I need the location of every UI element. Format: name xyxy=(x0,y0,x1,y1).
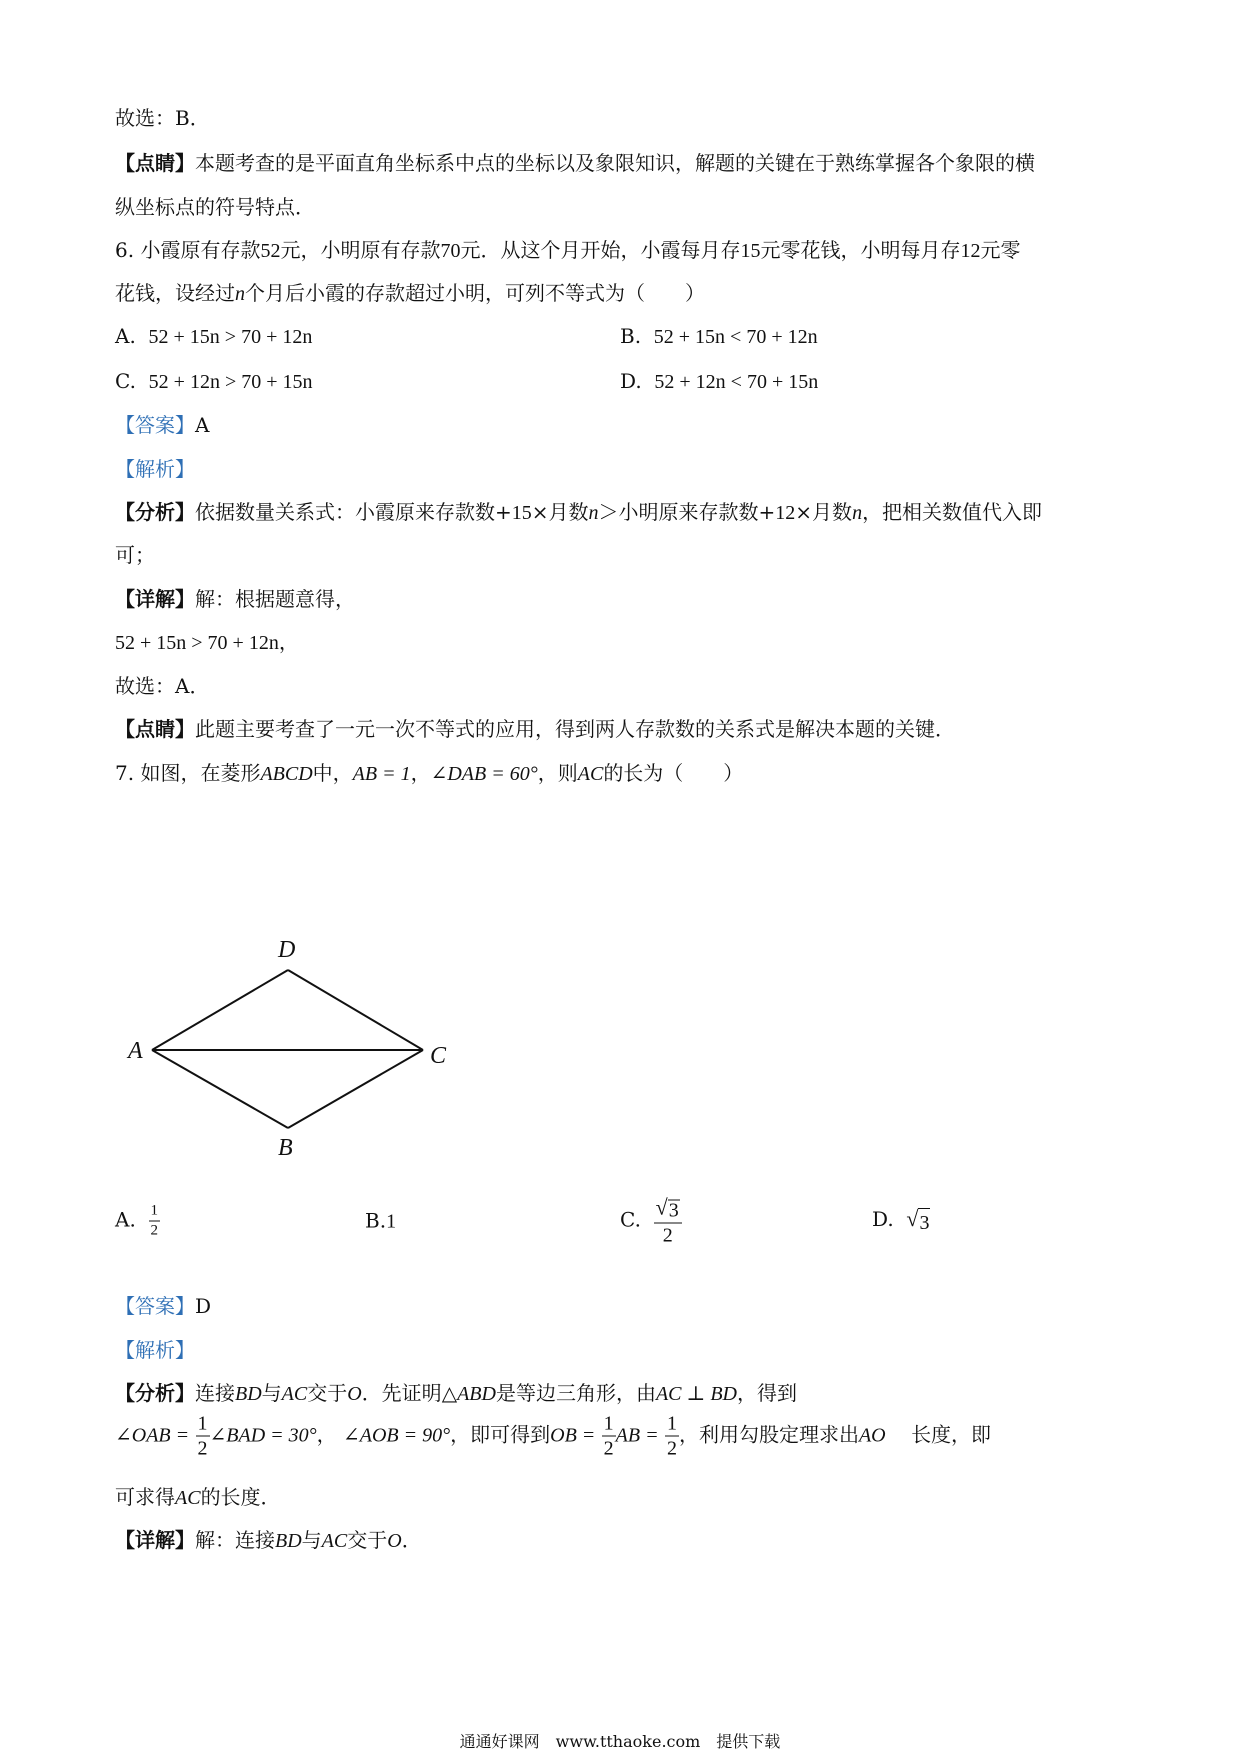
text-span: 元零花钱，小明每月存 xyxy=(760,238,961,262)
edge-BA xyxy=(152,1050,288,1128)
q6-analysis-tag: 【解析】 xyxy=(115,457,195,481)
text-span: 的长度． xyxy=(200,1485,281,1509)
rhombus-diagram xyxy=(120,935,460,1160)
text-span: 长度，即 xyxy=(911,1422,992,1447)
fraction xyxy=(149,1204,161,1239)
answer-value: D xyxy=(195,1294,212,1318)
option-label: D. xyxy=(872,1207,894,1231)
text-span: 交于 xyxy=(347,1528,388,1552)
q7-option-d xyxy=(872,1205,930,1237)
q7-stem xyxy=(115,759,743,788)
math-expr: ∠BAD = 30° xyxy=(209,1424,317,1447)
option-label: A. xyxy=(115,324,136,348)
variable: n xyxy=(235,283,245,305)
fraction xyxy=(654,1194,682,1247)
numerator xyxy=(654,1194,682,1224)
option-label: B. xyxy=(365,1208,387,1233)
option-label: B. xyxy=(620,324,642,348)
math-expr: AB = xyxy=(615,1424,659,1447)
q6-answer xyxy=(115,411,209,439)
q7-option-c xyxy=(620,1194,682,1247)
text-span: ， xyxy=(316,1422,337,1447)
text-span: ， xyxy=(278,630,299,654)
q6-option-b xyxy=(620,322,818,351)
q6-choice: 故选：A． xyxy=(115,674,210,698)
number: 15 xyxy=(511,502,532,524)
text-span: 解：根据题意得， xyxy=(195,587,355,611)
math-symbol: BD xyxy=(235,1383,262,1405)
q7-fenxi-line3 xyxy=(115,1483,281,1512)
q7-fenxi-line1 xyxy=(115,1379,797,1408)
denominator: 2 xyxy=(603,1437,614,1460)
radicand: 3 xyxy=(918,1208,930,1237)
q7-analysis-tag: 【解析】 xyxy=(115,1338,195,1362)
vertex-label-d: D xyxy=(278,937,296,963)
review-text: 本题考查的是平面直角坐标系中点的坐标以及象限知识，解题的关键在于熟练掌握各个象限的横 xyxy=(195,151,1035,175)
q7-option-b xyxy=(365,1207,396,1236)
text-span: 是等边三角形，由 xyxy=(495,1381,656,1405)
option-value: 1 xyxy=(386,1210,397,1233)
option-label: A. xyxy=(115,1207,136,1232)
text-span: 中， xyxy=(312,761,353,785)
text-span: ． xyxy=(401,1528,422,1552)
variable: n xyxy=(588,502,599,524)
numerator: 1 xyxy=(197,1412,208,1435)
option-expr: 52 + 12n < 70 + 15n xyxy=(654,371,819,393)
text-span: 花钱，设经过 xyxy=(115,281,235,305)
review-para-1-cont: 纵坐标点的符号特点． xyxy=(115,195,315,219)
review-tag: 【点睛】 xyxy=(115,151,195,175)
text-span: ， xyxy=(410,761,431,785)
answer-tag: 【答案】 xyxy=(115,413,195,437)
text-span: 解：连接 xyxy=(195,1528,275,1552)
text-span: 可求得 xyxy=(115,1485,175,1509)
denominator: 2 xyxy=(150,1222,159,1239)
text-span: 个月后小霞的存款超过小明，可列不等式为（ ） xyxy=(245,281,705,305)
option-expr: 52 + 15n < 70 + 12n xyxy=(653,326,818,348)
sqrt-icon: √ xyxy=(655,1194,668,1220)
answer-value: A xyxy=(195,413,210,437)
math-expr: AB = 1 xyxy=(352,763,411,785)
math-symbol: O xyxy=(347,1383,362,1405)
math-expr: OB = xyxy=(550,1424,596,1447)
text-span: ，得到 xyxy=(736,1381,797,1405)
variable: n xyxy=(852,502,863,524)
q6-stem-line2 xyxy=(115,279,705,308)
text-span: ．先证明 xyxy=(361,1381,442,1405)
text-span: 元零 xyxy=(980,238,1021,262)
radicand: 3 xyxy=(668,1199,679,1222)
numerator: 1 xyxy=(666,1412,677,1435)
math-symbol: AC xyxy=(175,1487,201,1509)
detail-tag: 【详解】 xyxy=(115,587,195,611)
text-span: ×月数 xyxy=(795,500,853,524)
sqrt xyxy=(906,1205,930,1237)
fraction xyxy=(665,1414,679,1459)
option-expr: 52 + 15n > 70 + 12n xyxy=(148,326,313,348)
number: 12 xyxy=(775,502,796,524)
q6-option-c xyxy=(115,367,313,396)
math-symbol: AC xyxy=(321,1530,348,1552)
answer-tag: 【答案】 xyxy=(115,1294,195,1318)
prev-choice: 故选：B． xyxy=(115,106,210,130)
text-span: 7. 如图，在菱形 xyxy=(115,761,261,785)
denominator: 2 xyxy=(197,1437,208,1460)
fraction xyxy=(602,1414,616,1459)
q7-fenxi-line2 xyxy=(115,1414,991,1459)
math-symbol: AC xyxy=(281,1383,308,1405)
sqrt xyxy=(655,1194,680,1222)
fenxi-tag: 【分析】 xyxy=(115,500,195,524)
vertex-label-a: A xyxy=(128,1038,143,1064)
math-expr: ∠DAB = 60° xyxy=(430,763,538,785)
math-symbol: BD xyxy=(275,1530,302,1552)
text-span: ×月数 xyxy=(531,500,589,524)
number: 52 xyxy=(260,240,281,262)
q7-answer xyxy=(115,1292,211,1320)
text-span: ，则 xyxy=(537,761,578,785)
number: 70 xyxy=(440,240,461,262)
math-symbol: AO xyxy=(858,1424,886,1447)
text-span: 与 xyxy=(301,1528,322,1552)
q6-detail xyxy=(115,585,355,613)
math-expr: AC ⊥ BD xyxy=(655,1383,737,1405)
q6-stem-line1 xyxy=(115,236,1020,265)
option-label: C. xyxy=(620,1207,641,1232)
fraction xyxy=(196,1414,210,1459)
text-span: ，把相关数值代入即 xyxy=(862,500,1043,524)
denominator: 2 xyxy=(662,1224,673,1247)
q6-fenxi-line2: 可； xyxy=(115,543,155,567)
detail-tag: 【详解】 xyxy=(115,1528,195,1552)
math-expr: ∠AOB = 90° xyxy=(343,1424,451,1447)
text-span: ＞小明原来存款数+ xyxy=(598,500,776,524)
math-expr: △ABD xyxy=(441,1383,496,1405)
q6-option-d xyxy=(620,367,818,396)
review-tag: 【点睛】 xyxy=(115,717,195,741)
fenxi-tag: 【分析】 xyxy=(115,1381,195,1405)
text-span: ，利用勾股定理求出 xyxy=(678,1422,859,1447)
math-symbol: AC xyxy=(577,763,604,785)
text-span: 的长为（ ） xyxy=(603,761,744,785)
option-label: D. xyxy=(620,369,642,393)
vertex-label-b: B xyxy=(278,1135,293,1160)
text-span: 与 xyxy=(261,1381,282,1405)
q6-detail-expr xyxy=(115,628,299,657)
sqrt-icon: √ xyxy=(906,1206,919,1231)
denominator: 2 xyxy=(666,1437,677,1460)
edge-DC xyxy=(288,970,423,1050)
q6-fenxi-line1 xyxy=(115,498,1042,527)
numerator: 1 xyxy=(603,1412,614,1435)
text-span: 元，小明原有存款 xyxy=(280,238,441,262)
number: 15 xyxy=(740,240,761,262)
q6-review xyxy=(115,715,955,743)
text-span: 依据数量关系式：小霞原来存款数+ xyxy=(195,500,512,524)
numerator: 1 xyxy=(149,1204,161,1222)
text-span: 元．从这个月开始，小霞每月存 xyxy=(460,238,741,262)
math-expr: 52 + 15n > 70 + 12n xyxy=(115,632,279,654)
review-para-1 xyxy=(115,149,1035,177)
option-label: C. xyxy=(115,369,136,393)
text-span: 交于 xyxy=(307,1381,348,1405)
number: 12 xyxy=(960,240,981,262)
text-span: 连接 xyxy=(195,1381,235,1405)
text-span: 6. 小霞原有存款 xyxy=(115,238,261,262)
text-span: 此题主要考查了一元一次不等式的应用，得到两人存款数的关系式是解决本题的关键． xyxy=(195,717,955,741)
vertex-label-c: C xyxy=(430,1043,447,1069)
text-span: ，即可得到 xyxy=(450,1422,551,1447)
q7-detail xyxy=(115,1526,422,1555)
option-expr: 52 + 12n > 70 + 15n xyxy=(148,371,313,393)
q6-option-a xyxy=(115,322,312,351)
edge-AD xyxy=(152,970,288,1050)
q7-option-a xyxy=(115,1204,160,1239)
math-symbol: O xyxy=(387,1530,402,1552)
math-symbol: ABCD xyxy=(260,763,313,785)
math-expr: ∠OAB = xyxy=(115,1424,190,1447)
page-footer: 通通好课网 www.tthaoke.com 提供下载 xyxy=(459,1732,781,1751)
edge-CB xyxy=(288,1050,423,1128)
